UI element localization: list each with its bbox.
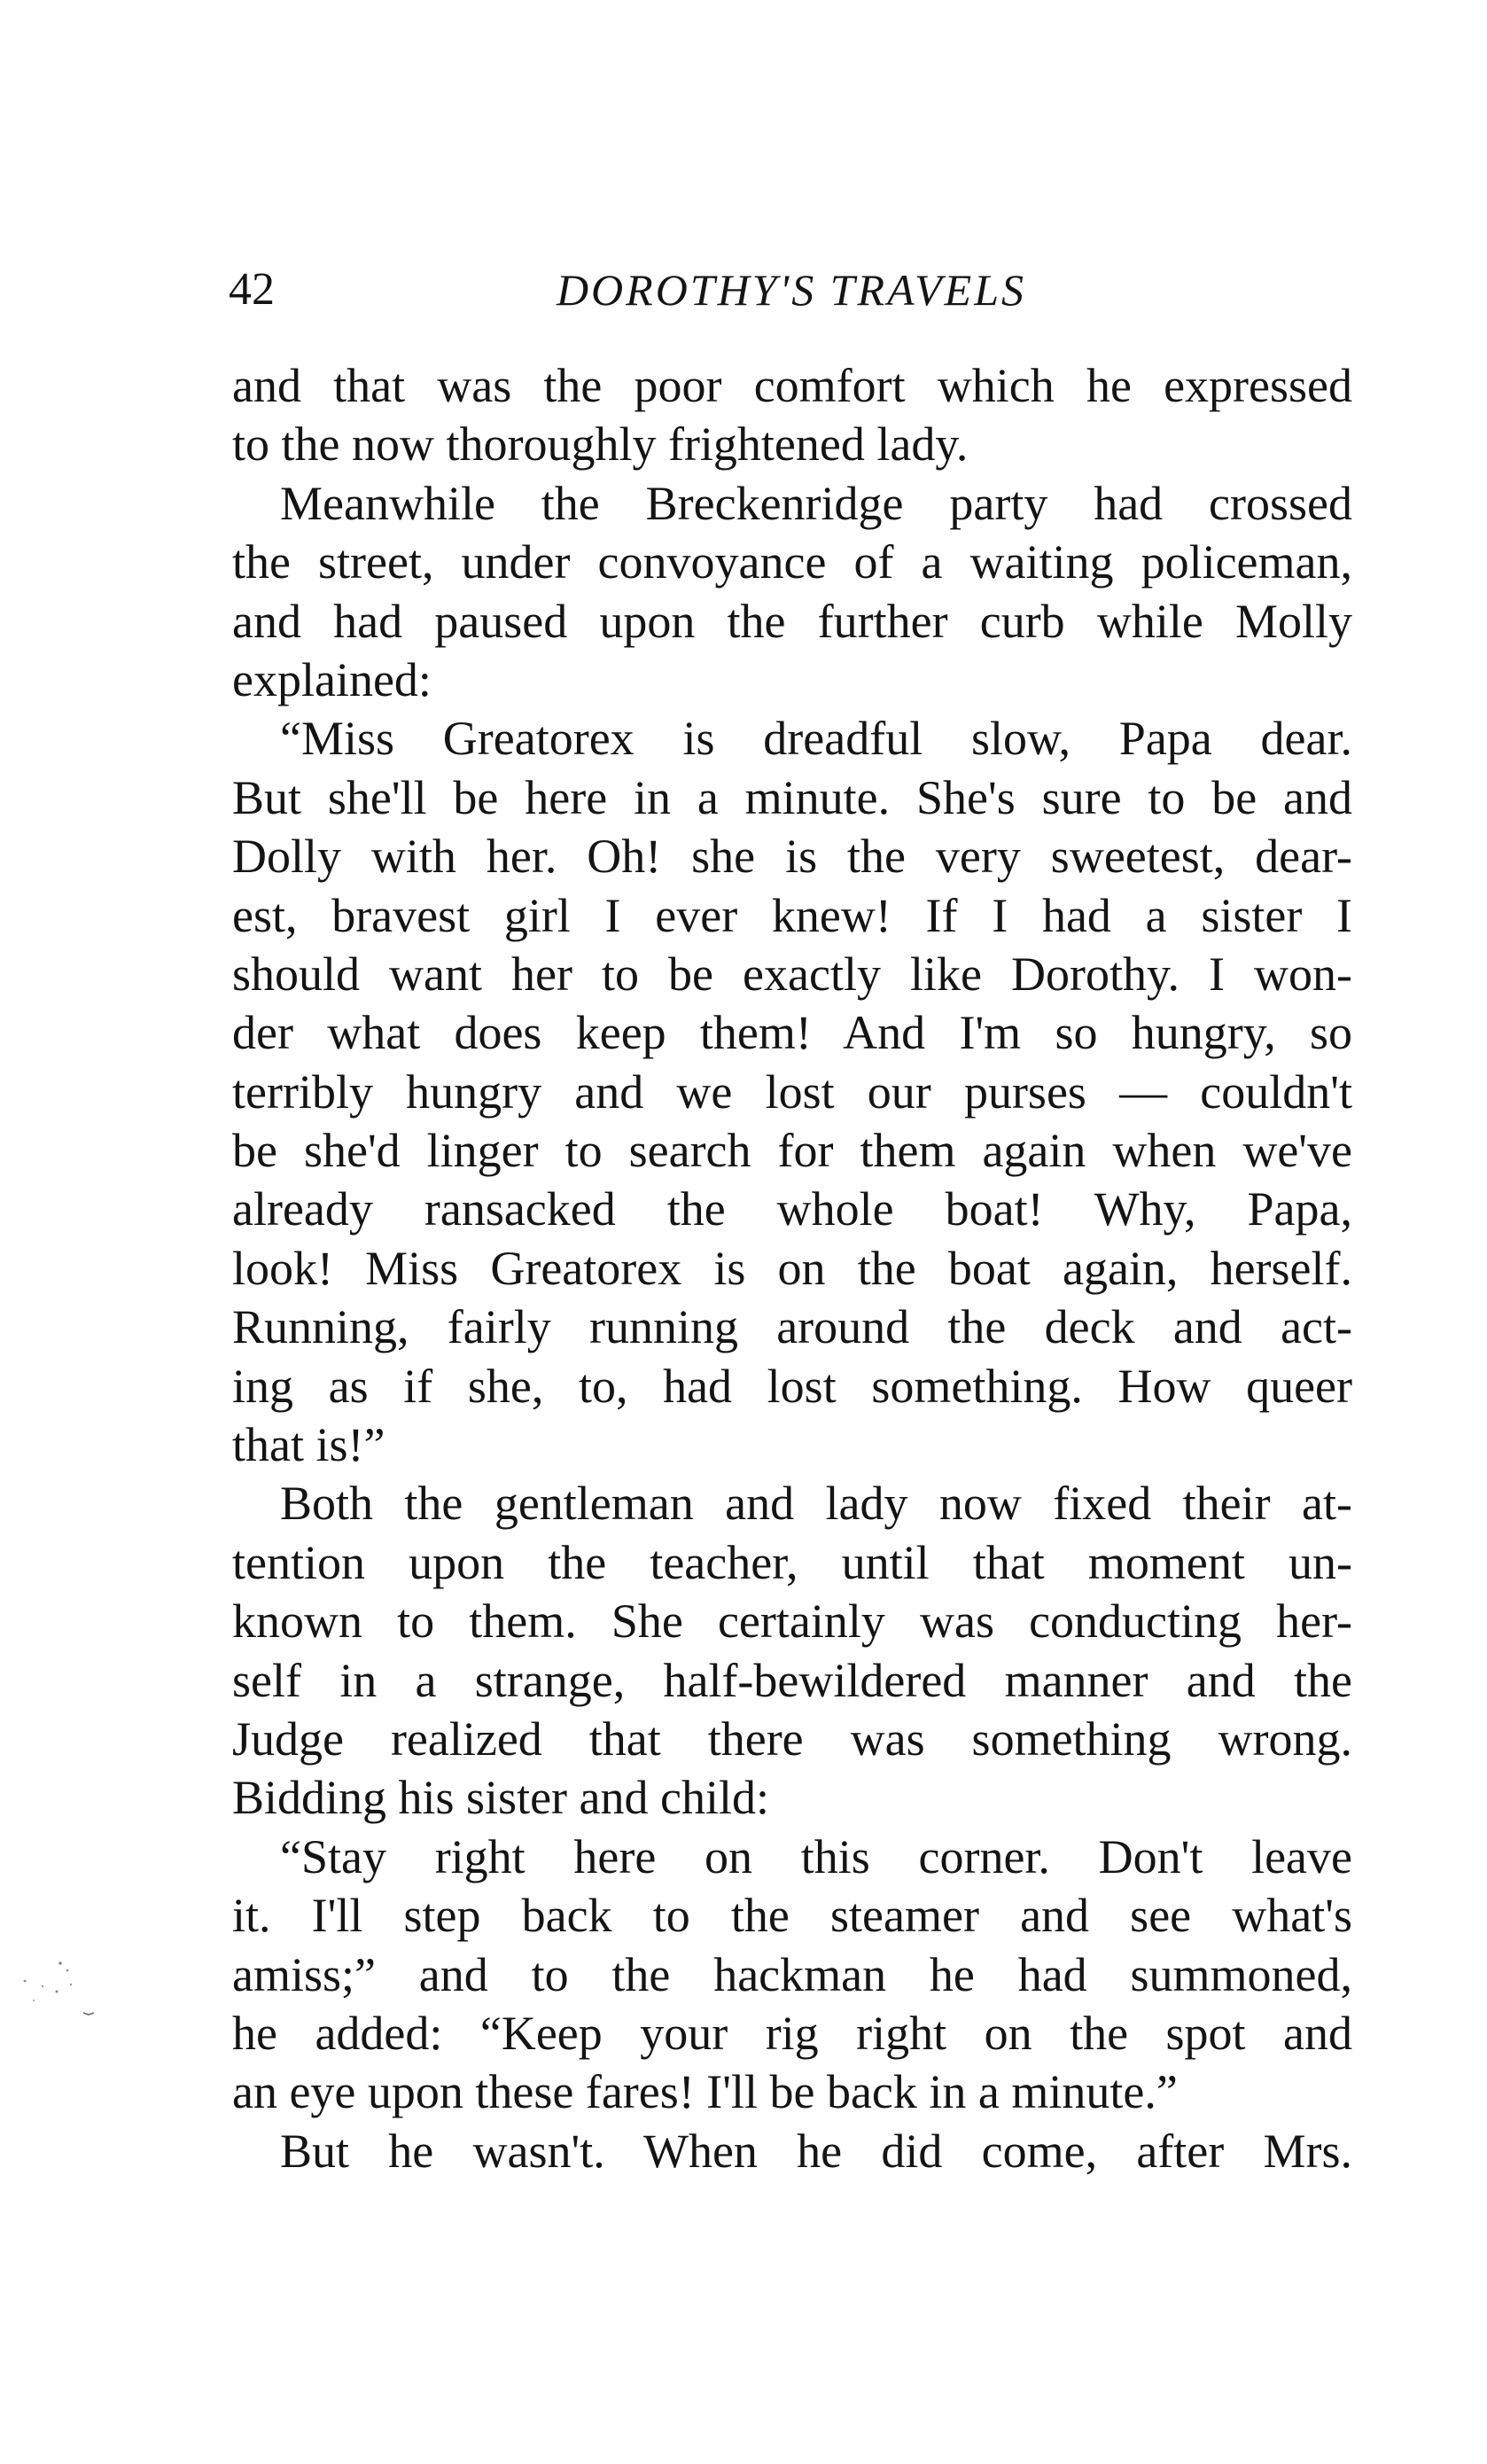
text-line: self in a strange, half-bewildered manner and the	[232, 1653, 1352, 1707]
text-line: to the now thoroughly frightened lady.	[232, 417, 969, 472]
text-line: known to them. She certainly was conducting her-	[232, 1595, 1352, 1649]
text-line: amiss;” and to the hackman he had summoned,	[232, 1947, 1352, 2001]
text-line: ing as if she, to, had lost something. How queer	[232, 1359, 1352, 1413]
text-line: already ransacked the whole boat! Why, Papa,	[232, 1182, 1352, 1236]
text-line: be she'd linger to search for them again when we've	[232, 1124, 1352, 1178]
text-line: terribly hungry and we lost our purses — couldn't	[232, 1064, 1352, 1119]
body-text	[232, 356, 1352, 2180]
text-line: Judge realized that there was something wrong.	[232, 1712, 1352, 1766]
text-line: “Stay right here on this corner. Don't leave	[280, 1829, 1352, 1883]
margin-specks	[7, 1954, 105, 2025]
text-line: he added: “Keep your rig right on the spot and	[232, 2006, 1352, 2060]
text-line: an eye upon these fares! I'll be back in a minute.”	[232, 2065, 1178, 2119]
text-line: But she'll be here in a minute. She's sure to be and	[232, 770, 1352, 824]
text-line: that is!”	[232, 1418, 385, 1472]
text-line: should want her to be exactly like Dorothy. I won-	[232, 947, 1352, 1001]
text-line: it. I'll step back to the steamer and see what's	[232, 1889, 1352, 1943]
text-line: and had paused upon the further curb while Molly	[232, 594, 1352, 648]
text-line: tention upon the teacher, until that moment un-	[232, 1535, 1352, 1589]
text-line: explained:	[232, 652, 432, 706]
text-line: est, bravest girl I ever knew! If I had a sister I	[232, 888, 1352, 942]
text-line: and that was the poor comfort which he expressed	[232, 359, 1352, 412]
text-line: Both the gentleman and lady now fixed their at-	[280, 1477, 1352, 1531]
text-line: Bidding his sister and child:	[232, 1771, 769, 1825]
running-title: DOROTHY'S TRAVELS	[556, 265, 1027, 315]
text-line: the street, under convoyance of a waiting policeman,	[232, 535, 1352, 589]
text-line: Running, fairly running around the deck and act-	[232, 1300, 1352, 1354]
text-line: Dolly with her. Oh! she is the very sweetest, dear-	[232, 830, 1352, 884]
page-header	[229, 259, 1354, 321]
text-line: look! Miss Greatorex is on the boat again, herself.	[232, 1241, 1352, 1295]
text-line: “Miss Greatorex is dreadful slow, Papa dear.	[280, 712, 1352, 766]
text-line: But he wasn't. When he did come, after Mrs.	[280, 2124, 1352, 2178]
page-number: 42	[229, 264, 275, 315]
text-line: Meanwhile the Breckenridge party had crossed	[280, 476, 1352, 530]
text-line: der what does keep them! And I'm so hungry, so	[232, 1006, 1352, 1060]
